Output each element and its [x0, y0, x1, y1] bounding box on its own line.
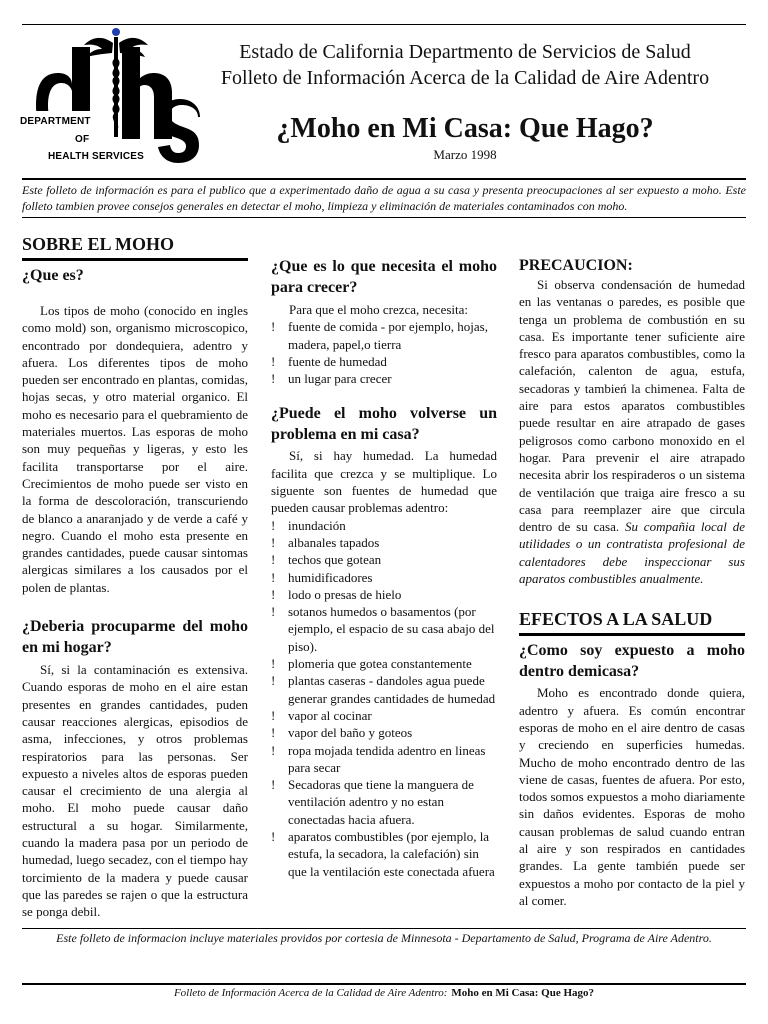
header-bottom-rule: [22, 178, 746, 180]
logo-text-of: OF: [75, 134, 90, 145]
list-item: ! fuente de comida - por ejemplo, hojas, madera, papel,o tierra: [271, 318, 497, 353]
dhs-logo: [20, 27, 200, 167]
logo-text-health-services: HEALTH SERVICES: [48, 151, 144, 162]
footer-rule: [22, 983, 746, 985]
list-item: ! vapor del baño y goteos: [271, 724, 497, 741]
list-item: ! plomeria que gotea constantemente: [271, 655, 497, 672]
question-que-es: ¿Que es?: [22, 267, 84, 284]
list-item: ! albanales tapados: [271, 534, 497, 551]
precaucion-italic-note: Su compañia local de utilidades o un contratista profesional de calentadores debe inspeccionar sus aparatos combustibles anualmente.: [519, 519, 745, 587]
list-item: ! sotanos humedos o basamentos (por ejemplo, el espacio de su casa abajo del piso).: [271, 603, 497, 655]
page-title: ¿Moho en Mi Casa: Que Hago?: [276, 113, 654, 144]
list-item: ! plantas caseras - dandoles agua puede generar grandes cantidades de humedad: [271, 672, 497, 707]
question-como-soy-expuesto: ¿Como soy expuesto a moho dentro demicasa?: [519, 642, 745, 681]
list-item: ! ropa mojada tendida adentro en lineas para secar: [271, 742, 497, 777]
heading-precaucion: PRECAUCION:: [519, 257, 633, 274]
intro-paragraph: Este folleto de información es para el publico que a experimentado daño de agua a su casa y presenta preocupaciones al ser expuesto a moho. Este folleto tambien provee consejos generales en detectar el moho, limpieza y eliminación de materiales contaminados con moho.: [22, 183, 746, 213]
intro-rule: [22, 217, 746, 218]
paragraph-como-soy-expuesto: Moho es encontrado donde quiera, adentro y afuera. Es común encontrar esporas de moho en el aire dentro de casas y creciendo en superficies humedas. Mucho de moho encontrado dentro de las viene de casas, fuentes de afuera. Por esto, todos somos expuestos a moho diariamente sin daños evidentes. Esporas de moho causan problemas de salud cuando entran al aire y son respirados en cantidades grandes. La gente también puede ser expuestos a moho por contacto de la piel y al comer.: [519, 685, 745, 908]
footer-title: Moho en Mi Casa: Que Hago?: [451, 987, 595, 999]
caduceus-dhs-icon: [20, 27, 200, 167]
column-right: [519, 232, 745, 909]
column-left: [22, 232, 248, 921]
section-heading-efectos-salud: EFECTOS A LA SALUD: [519, 607, 745, 636]
page-footer: [22, 986, 746, 1000]
needs-list: [271, 318, 497, 387]
list-item: ! vapor al cocinar: [271, 707, 497, 724]
list-item: ! techos que gotean: [271, 551, 497, 568]
header-series: Folleto de Información Acerca de la Calidad de Aire Adentro: [220, 67, 710, 89]
header-agency: Estado de California Departmento de Servicios de Salud: [239, 41, 691, 63]
list-item: ! un lugar para crecer: [271, 370, 497, 387]
list-item: ! humidificadores: [271, 569, 497, 586]
moisture-sources-list: [271, 517, 497, 880]
question-puede-volverse-problema: ¿Puede el moho volverse un problema en mi casa?: [271, 405, 497, 444]
footer-note-rule: [22, 928, 746, 929]
paragraph-que-es: Los tipos de moho (conocido en ingles como mold) son, organismo microscopico, encontrado por dondequiera, adentro y afuera. Los diferentes tipos de moho pueden ser encontrado en plantas, comidas, hojas secas, y otro material organico. El moho es necesario para el quebramiento de materiales muertos. Las esporas de moho son muy pequeñas y ligeras, y esto les facilita transportarse por el aire. Crecimientos de moho puede ser visto en la forma de descoloración, transcuriendo de blanco a anaranjado y de verde a café y negro. Cuando el moho esta presente en grandes cantidades, puede causar sintomas alergicas similares a los causados por el polen de plantas.: [22, 303, 248, 595]
paragraph-si-hay-humedad: Sí, si hay humedad. La humedad facilita que crezca y se multiplique. Lo siguente son fuentes de humedad que pueden causar problemas adentro:: [271, 448, 497, 516]
column-middle: [271, 232, 497, 880]
list-item: ! lodo o presas de hielo: [271, 586, 497, 603]
list-item: ! Secadoras que tiene la manguera de ventilación adentro y no estan conectadas hacia afuera.: [271, 776, 497, 828]
section-heading-sobre-el-moho: SOBRE EL MOHO: [22, 232, 248, 261]
logo-text-department: DEPARTMENT: [20, 116, 91, 127]
question-deberia-procuparme: ¿Deberia procuparme del moho en mi hogar?: [22, 618, 248, 657]
list-item: ! inundación: [271, 517, 497, 534]
list-item: ! fuente de humedad: [271, 353, 497, 370]
paragraph-para-crecer: Para que el moho crezca, necesita:: [289, 302, 469, 317]
footer-series: Folleto de Información Acerca de la Calidad de Aire Adentro:: [173, 987, 448, 999]
publication-date: Marzo 1998: [433, 147, 497, 162]
footer-note: Este folleto de informacion incluye materiales providos por cortesia de Minnesota - Departamento de Salud, Programa de Aire Adentro.: [56, 931, 712, 945]
paragraph-deberia-procuparme: Sí, si la contaminación es extensiva. Cuando esporas de moho en el aire estan presentes en grandes cantidades, puden causar reacciones alergicas, episodios de asma, infecciones, y otros problemas respiratorios para las personas. Ser expuesto a niveles altos de esporas pueden causar el crecimiento de una alergia al moho. El moho puede causar daño estructural a su hogar. Similarmente, cuando la madera pasa por un periodo de humedad, luego secadez, con el tiempo hay torcimiento de la madera y puede causar que las paredes se rajen o que la estructura se ponga debil.: [22, 662, 248, 920]
precaucion-text: Si observa condensación de humedad en las ventanas o paredes, es posible que tenga un problema de combustión en su casa. Es importante tener suficiente aire fresco para aparatos combustibles, como la calefación, calenton de agua, estufa, secadoras y tambień la chimenea. Falta de aire para estos aparatos combustibles puede resultar en aire atrapado de gases peligrosos como carbono monoxido en el hogar. Para prevenir el aire atrapado necesita abrir los respiraderos o un sistema de ventilación que traiga aire fresco a su casa para reemplazer aire que circula dentro de su casa.: [519, 277, 745, 535]
question-que-necesita: ¿Que es lo que necesita el moho para crecer?: [271, 258, 497, 296]
paragraph-precaucion: [519, 276, 745, 587]
header-top-rule: [22, 24, 746, 25]
list-item: ! aparatos combustibles (por ejemplo, la estufa, la secadora, la calefación) sin que la ventilación este conectada afuera: [271, 828, 497, 880]
